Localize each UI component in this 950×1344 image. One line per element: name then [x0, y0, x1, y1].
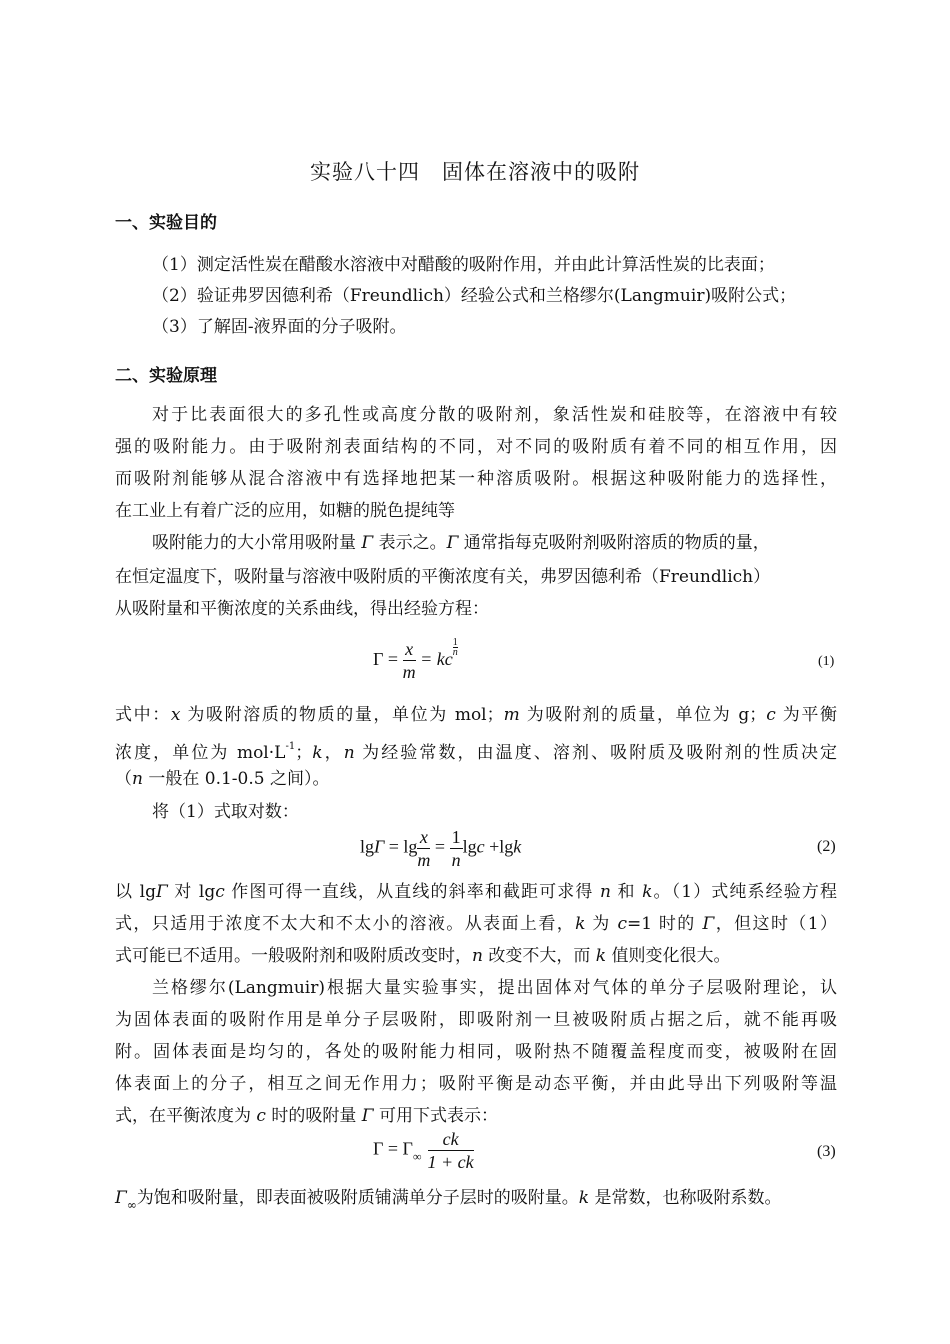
paragraph-line: 以 lgΓ 对 lgc 作图可得一直线，从直线的斜率和截距可求得 n 和 k。（1）式纯系经验方程	[115, 882, 837, 902]
paragraph-line: 体表面上的分子，相互之间无作用力；吸附平衡是动态平衡，并由此导出下列吸附等温	[115, 1074, 837, 1094]
paragraph-line: 在工业上有着广泛的应用，如糖的脱色提纯等	[115, 501, 455, 521]
equation-2-number: (2)	[817, 838, 836, 855]
section-heading-principle: 二、实验原理	[115, 366, 217, 386]
purpose-item-3: （3）了解固-液界面的分子吸附。	[152, 317, 407, 337]
purpose-item-2: （2）验证弗罗因德利希（Freundlich）经验公式和兰格缪尔(Langmuir)吸附公式；	[152, 286, 797, 306]
paragraph-line: 式，只适用于浓度不太大和不太小的溶液。从表面上看，k 为 c=1 时的 Γ，但这时（1）	[115, 914, 837, 934]
paragraph-line: 对于比表面很大的多孔性或高度分散的吸附剂，象活性炭和硅胶等，在溶液中有较	[152, 405, 837, 425]
equation-3: $\Gamma = \Gamma_\infty$ $\frac{ck}{1 + ck}$	[373, 1129, 474, 1172]
equation-2: lgΓ = lg $\frac{x}{m}$ = $\frac{1}{n}$ lgc +lgk	[360, 827, 522, 870]
paragraph-line: 而吸附剂能够从混合溶液中有选择地把某一种溶质吸附。根据这种吸附能力的选择性，	[115, 469, 837, 489]
equation-3-number: (3)	[817, 1143, 836, 1160]
page-title: 实验八十四 固体在溶液中的吸附	[310, 160, 640, 184]
paragraph-line: 式，在平衡浓度为 c 时的吸附量 Γ 可用下式表示：	[115, 1106, 498, 1126]
section-heading-purpose: 一、实验目的	[115, 213, 217, 233]
paragraph-line: 从吸附量和平衡浓度的关系曲线，得出经验方程：	[115, 599, 489, 619]
paragraph-line: （n 一般在 0.1-0.5 之间）。	[115, 769, 330, 789]
paragraph-line: $\Gamma_\infty$为饱和吸附量，即表面被吸附质铺满单分子层时的吸附量。k 是常数，也称吸附系数。	[115, 1188, 782, 1212]
purpose-item-1: （1）测定活性炭在醋酸水溶液中对醋酸的吸附作用，并由此计算活性炭的比表面；	[152, 255, 775, 275]
paragraph-line: 将（1）式取对数：	[152, 802, 299, 822]
paragraph-line: 强的吸附能力。由于吸附剂表面结构的不同，对不同的吸附质有着不同的相互作用，因	[115, 437, 837, 457]
equation-1-number: (1)	[818, 654, 835, 669]
paragraph-line: 式中：x 为吸附溶质的物质的量，单位为 mol；m 为吸附剂的质量，单位为 g；c 为平衡	[115, 705, 838, 725]
paragraph-line: 在恒定温度下，吸附量与溶液中吸附质的平衡浓度有关，弗罗因德利希（Freundlich）	[115, 567, 771, 587]
paragraph-line: 兰格缪尔(Langmuir)根据大量实验事实，提出固体对气体的单分子层吸附理论，认	[152, 978, 837, 998]
paragraph-line: 浓度，单位为 $mol\cdot L^{-1}$；k，n 为经验常数，由温度、溶剂、吸附质及吸附剂的性质决定	[115, 741, 838, 763]
paragraph-line: 附。固体表面是均匀的，各处的吸附能力相同，吸附热不随覆盖程度而变，被吸附在固	[115, 1042, 837, 1062]
equation-1: Γ = $\frac{x}{m}$ = kc $\frac{1}{n}$	[373, 637, 458, 683]
paragraph-line: 吸附能力的大小常用吸附量 Γ 表示之。Γ 通常指每克吸附剂吸附溶质的物质的量，	[152, 533, 770, 553]
paragraph-line: 式可能已不适用。一般吸附剂和吸附质改变时，n 改变不大，而 k 值则变化很大。	[115, 946, 731, 966]
paragraph-line: 为固体表面的吸附作用是单分子层吸附，即吸附剂一旦被吸附质占据之后，就不能再吸	[115, 1010, 837, 1030]
